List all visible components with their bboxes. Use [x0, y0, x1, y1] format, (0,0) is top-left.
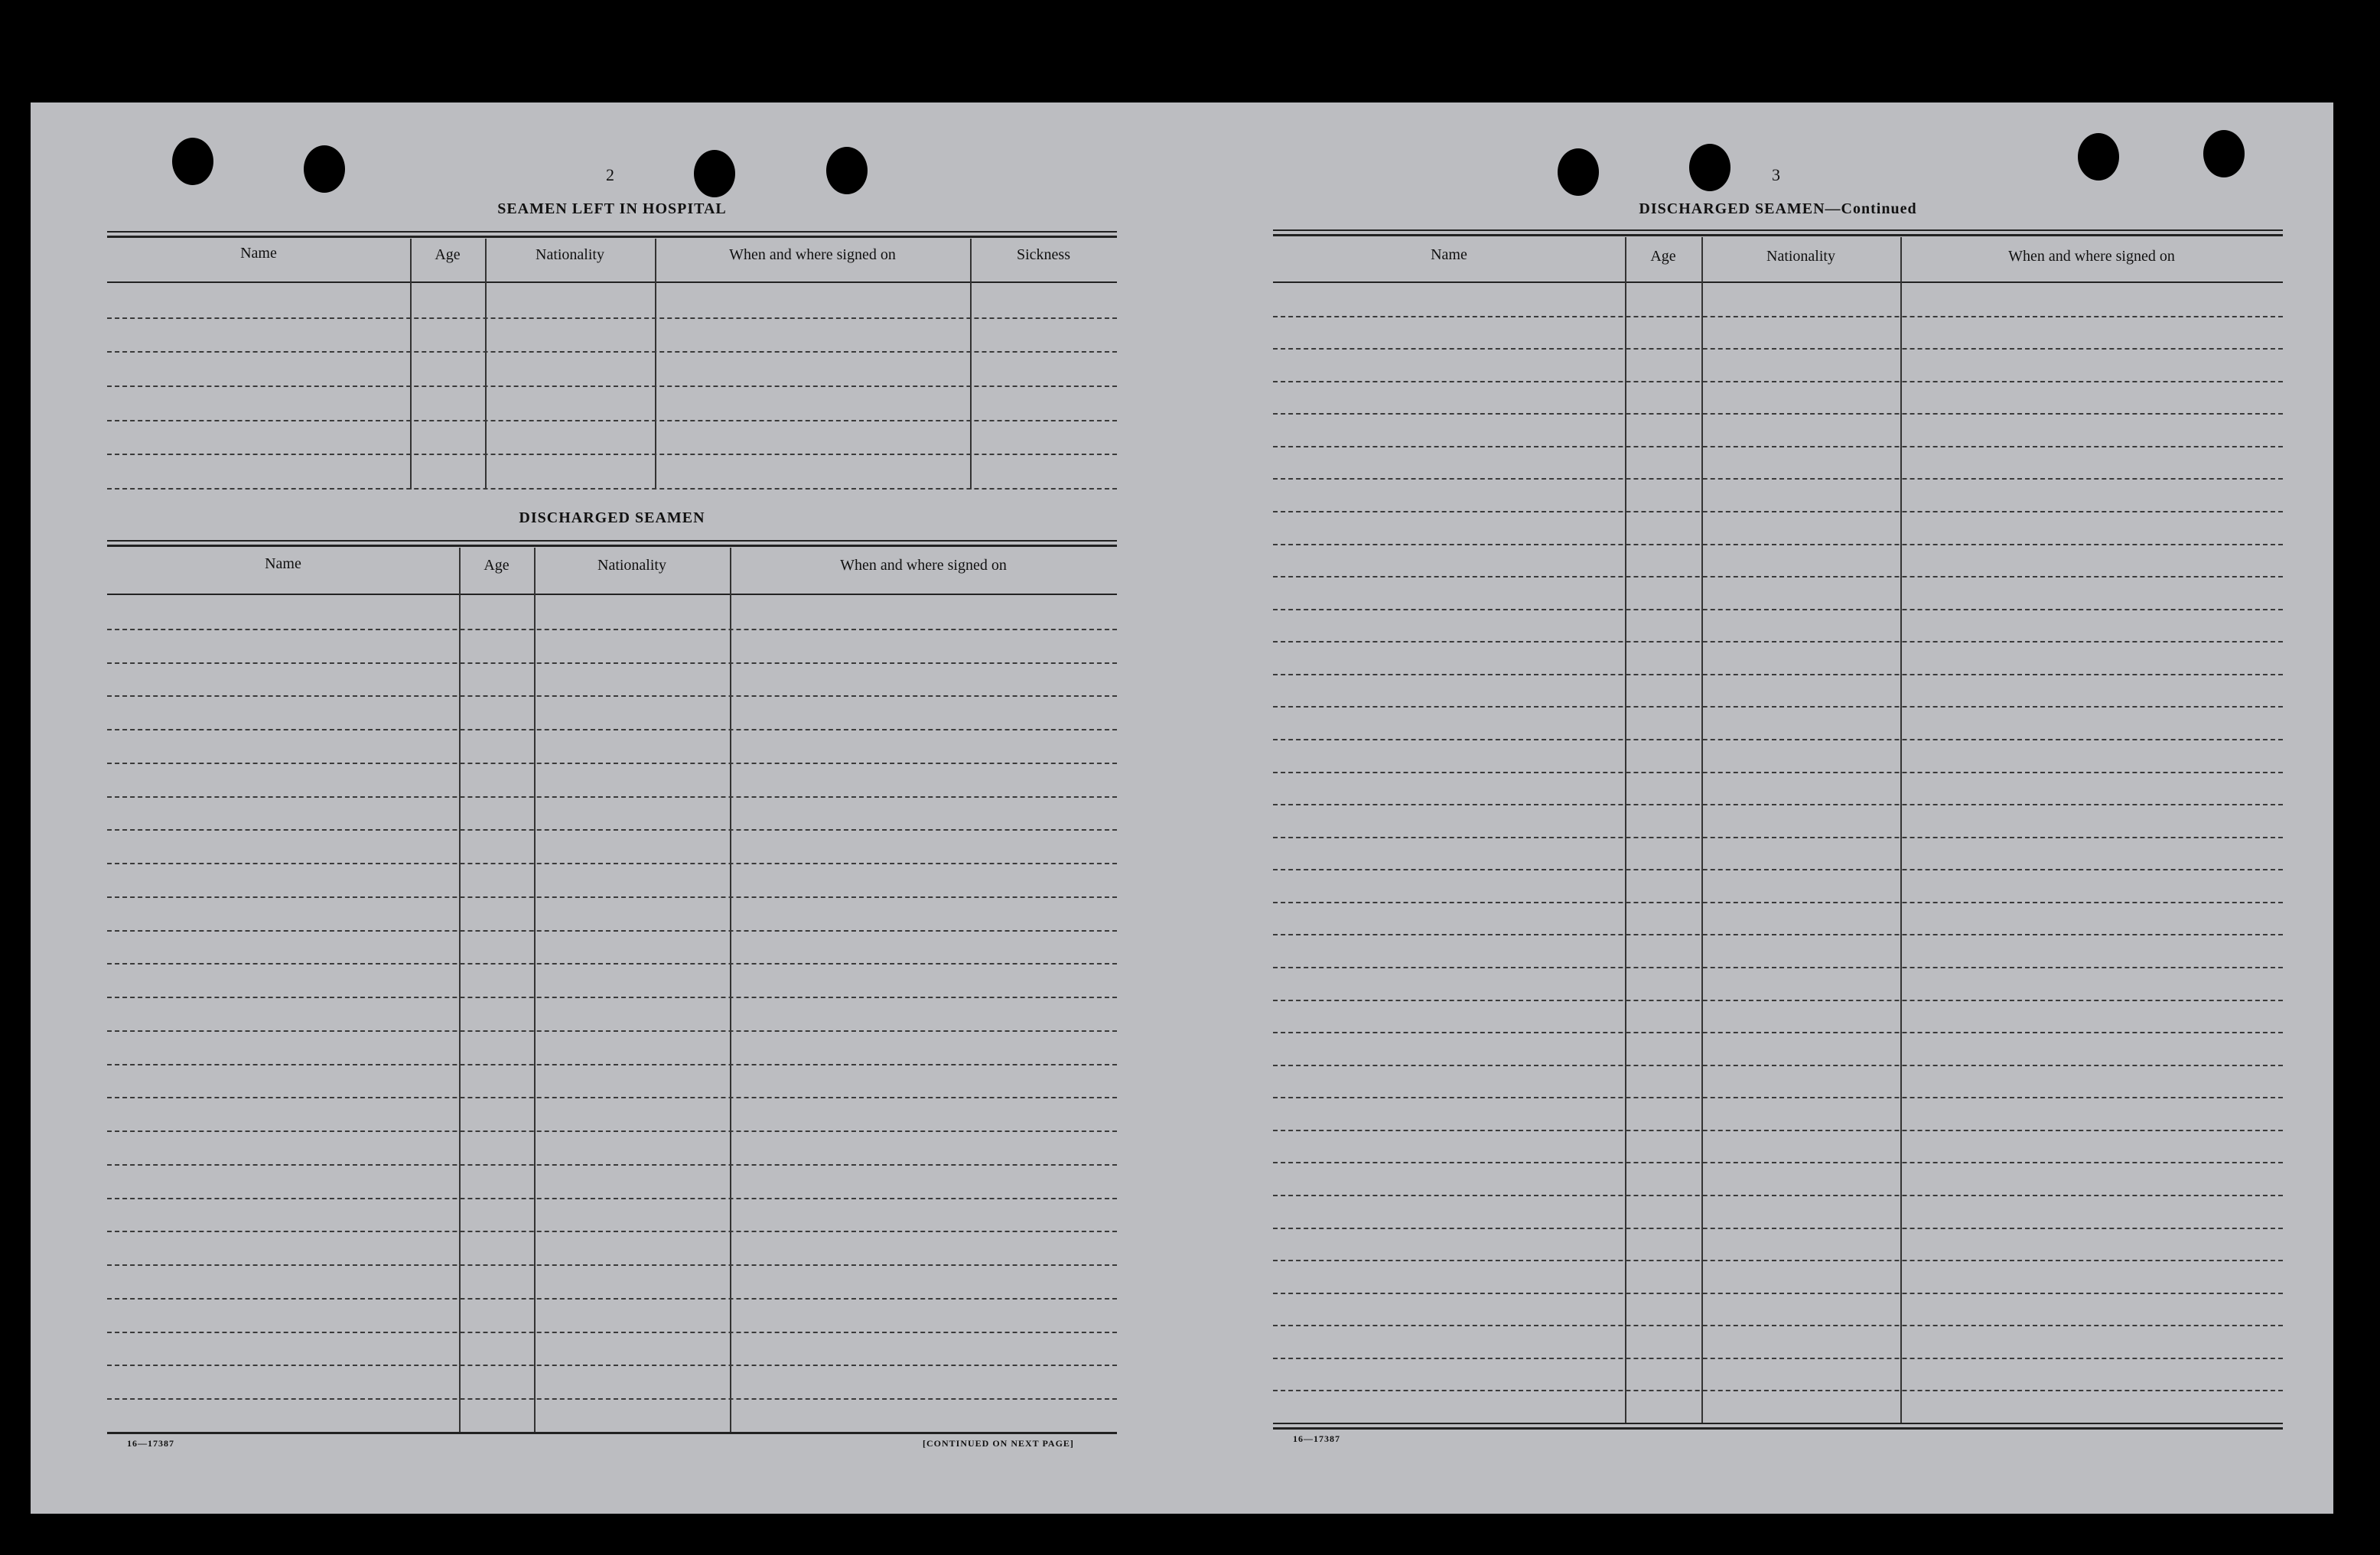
discharged-table: [107, 540, 1117, 1435]
table-row: [1273, 1000, 2283, 1001]
table-row: [107, 997, 1117, 998]
table-row: [1273, 772, 2283, 773]
table-row: [1273, 1195, 2283, 1196]
document-sheet: [31, 102, 2333, 1514]
table-row: [107, 1264, 1117, 1266]
table-row: [1273, 641, 2283, 642]
table-row: [1273, 1260, 2283, 1261]
table-row: [1273, 576, 2283, 577]
table-row: [107, 930, 1117, 932]
continued-header-age: Age: [1650, 248, 1676, 265]
discharged-table-title: DISCHARGED SEAMEN: [519, 509, 705, 526]
table-row: [107, 829, 1117, 831]
hospital-table: [107, 231, 1117, 490]
table-row: [1273, 902, 2283, 903]
table-row: [107, 1198, 1117, 1199]
table-row: [1273, 1032, 2283, 1033]
table-row: [107, 629, 1117, 630]
table-row: [107, 863, 1117, 864]
punch-hole: [694, 150, 735, 197]
hospital-header-when-where: When and where signed on: [729, 246, 896, 263]
table-row: [107, 488, 1117, 490]
punch-hole: [2078, 133, 2119, 181]
table-row: [107, 1164, 1117, 1166]
hospital-header-nationality: Nationality: [536, 246, 604, 263]
continued-header-name: Name: [1431, 246, 1467, 263]
left-form-number: 16—17387: [127, 1438, 174, 1449]
table-row: [1273, 348, 2283, 350]
table-row: [107, 385, 1117, 387]
table-row: [1273, 381, 2283, 382]
right-form-number: 16—17387: [1293, 1433, 1340, 1444]
table-row: [107, 454, 1117, 455]
table-row: [1273, 674, 2283, 675]
table-row: [1273, 1293, 2283, 1294]
hospital-header-sickness: Sickness: [1017, 246, 1070, 263]
table-row: [107, 662, 1117, 664]
table-row: [1273, 511, 2283, 512]
table-row: [1273, 1065, 2283, 1066]
table-row: [1273, 1097, 2283, 1098]
table-row: [107, 351, 1117, 353]
continued-header-nationality: Nationality: [1766, 248, 1835, 265]
table-row: [1273, 869, 2283, 870]
table-row: [1273, 1358, 2283, 1359]
table-row: [1273, 837, 2283, 838]
table-row: [107, 1130, 1117, 1132]
table-row: [107, 729, 1117, 730]
discharged-header-name: Name: [265, 555, 301, 572]
hospital-header-age: Age: [435, 246, 461, 263]
table-row: [107, 796, 1117, 798]
table-row: [107, 1030, 1117, 1032]
punch-hole: [1558, 148, 1599, 196]
table-row: [107, 695, 1117, 697]
punch-hole: [304, 145, 345, 193]
discharged-header-age: Age: [483, 557, 510, 574]
table-row: [1273, 1325, 2283, 1326]
table-row: [107, 763, 1117, 764]
table-row: [107, 1064, 1117, 1065]
table-row: [1273, 413, 2283, 415]
table-row: [1273, 1130, 2283, 1131]
table-row: [107, 420, 1117, 421]
right-page-number: 3: [1772, 165, 1780, 184]
punch-hole: [172, 138, 213, 185]
table-row: [107, 1365, 1117, 1366]
table-row: [1273, 446, 2283, 447]
table-row: [1273, 1390, 2283, 1391]
table-row: [1273, 739, 2283, 740]
continued-note: [CONTINUED ON NEXT PAGE]: [923, 1438, 1074, 1449]
table-row: [107, 1097, 1117, 1098]
table-row: [107, 896, 1117, 898]
hospital-table-title: SEAMEN LEFT IN HOSPITAL: [497, 200, 727, 217]
hospital-header-name: Name: [240, 245, 277, 262]
left-page-number: 2: [606, 165, 614, 184]
table-row: [1273, 1228, 2283, 1229]
table-row: [107, 1231, 1117, 1232]
punch-hole: [826, 147, 868, 194]
table-row: [1273, 934, 2283, 935]
table-row: [107, 1332, 1117, 1333]
table-row: [1273, 804, 2283, 805]
table-row: [1273, 706, 2283, 708]
discharged-header-when-where: When and where signed on: [840, 557, 1007, 574]
discharged-continued-table: [1273, 229, 2283, 1427]
table-row: [107, 963, 1117, 965]
table-row: [1273, 1162, 2283, 1163]
discharged-continued-title: DISCHARGED SEAMEN—Continued: [1639, 200, 1917, 217]
table-row: [1273, 316, 2283, 317]
punch-hole: [2203, 130, 2245, 177]
punch-hole: [1689, 144, 1730, 191]
continued-header-when-where: When and where signed on: [2008, 248, 2175, 265]
discharged-header-nationality: Nationality: [597, 557, 666, 574]
table-row: [1273, 609, 2283, 610]
table-row: [1273, 478, 2283, 480]
table-row: [107, 317, 1117, 319]
table-row: [1273, 967, 2283, 968]
table-row: [107, 1398, 1117, 1400]
table-row: [1273, 544, 2283, 545]
table-row: [107, 1298, 1117, 1300]
